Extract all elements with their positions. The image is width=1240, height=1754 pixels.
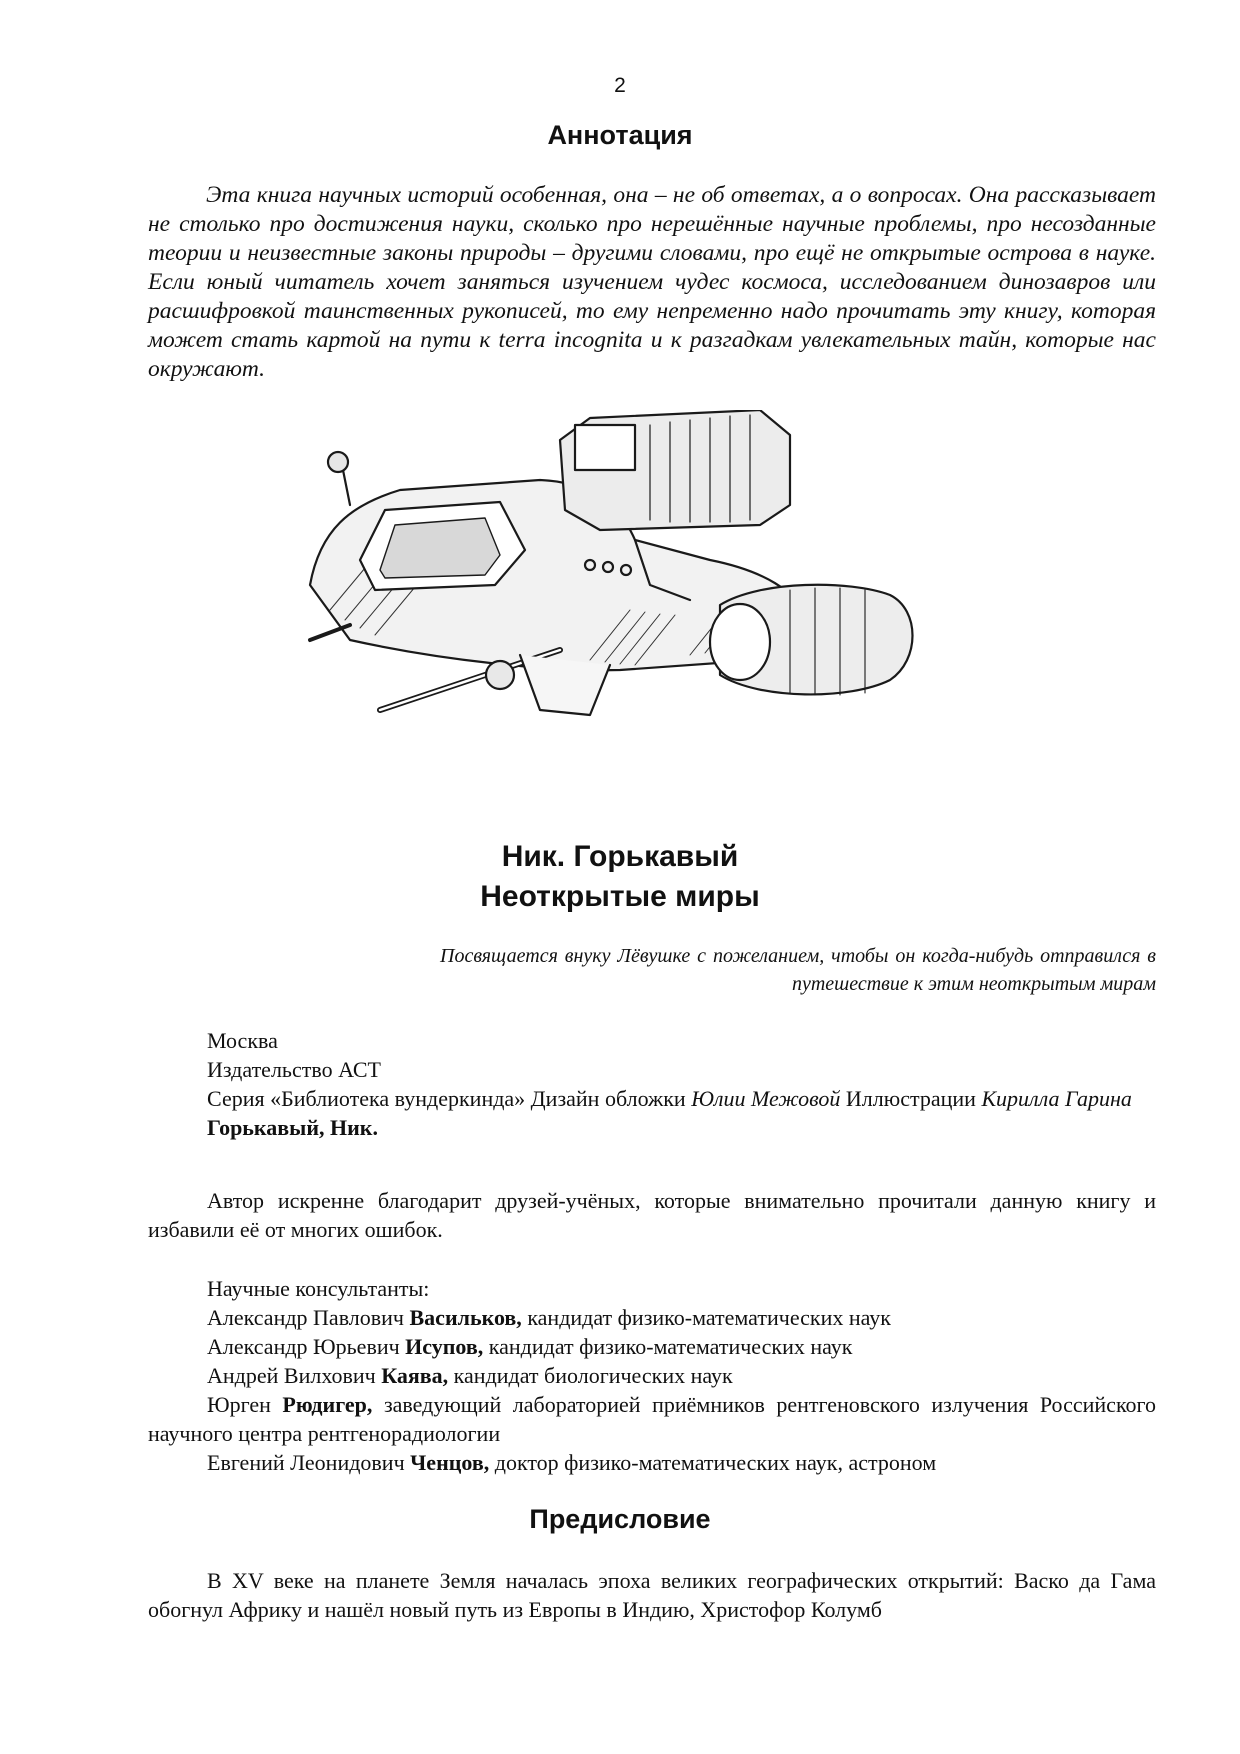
imprint-illustrations-label: Иллюстрации — [840, 1086, 982, 1111]
consultant-item: Андрей Вилхович Каява, кандидат биологических наук — [207, 1363, 733, 1388]
imprint-city: Москва — [207, 1028, 278, 1053]
annotation-title: Аннотация — [547, 120, 693, 150]
consultant-item: Юрген Рюдигер, заведующий лабораторией приёмников рентгеновского излучения Российского научного центра рентгенорадиологии — [148, 1392, 1156, 1446]
imprint-publisher: Издательство АСТ — [207, 1057, 381, 1082]
dedication: Посвящается внуку Лёвушке с пожеланием, чтобы он когда-нибудь отправился в путешествие к этим неоткрытым мирам — [440, 945, 1156, 995]
preface-text: В XV веке на планете Земля началась эпоха великих географических открытий: Васко да Гама обогнул Африку и нашёл новый путь из Европы в Индию, Христофор Колумб — [148, 1568, 1156, 1622]
consultant-item: Александр Юрьевич Исупов, кандидат физико-математических наук — [207, 1334, 853, 1359]
annotation-text: Эта книга научных историй особенная, она – не об ответах, а о вопросах. Она рассказывает не столько про достижения науки, сколько про нерешённые научные проблемы, про несозданные теории и неизвестные законы природы – другими словами, про ещё не открытые острова в науке. Если юный читатель хочет заняться изучением чудес космоса, исследованием динозавров или расшифровкой таинственных рукописей, то ему непременно надо прочитать эту книгу, которая может стать картой на пути к terra incognita и к разгадкам увлекательных тайн, которые нас окружают. — [148, 182, 1156, 382]
imprint-block — [148, 1026, 1156, 1142]
consultants-block — [148, 1274, 1156, 1477]
book-title: Неоткрытые миры — [480, 880, 760, 913]
consultants-heading: Научные консультанты: — [207, 1276, 430, 1301]
acknowledgement: Автор искренне благодарит друзей-учёных, которые внимательно прочитали данную книгу и избавили её от многих ошибок. — [148, 1188, 1156, 1242]
imprint-illustrator: Кирилла Гарина — [981, 1086, 1132, 1111]
preface-title: Предисловие — [529, 1504, 711, 1534]
consultant-item: Александр Павлович Васильков, кандидат физико-математических наук — [207, 1305, 891, 1330]
imprint-author: Горькавый, Ник. — [207, 1115, 378, 1140]
imprint-series-prefix: Серия «Библиотека вундеркинда» Дизайн обложки — [207, 1086, 692, 1111]
consultant-item: Евгений Леонидович Ченцов, доктор физико-математических наук, астроном — [207, 1450, 937, 1475]
imprint-cover-designer: Юлии Межовой — [691, 1086, 841, 1111]
book-author: Ник. Горькавый — [501, 840, 739, 873]
imprint-series — [148, 1084, 1156, 1113]
page-number: 2 — [614, 74, 626, 97]
spaceship-illustration — [290, 410, 970, 815]
